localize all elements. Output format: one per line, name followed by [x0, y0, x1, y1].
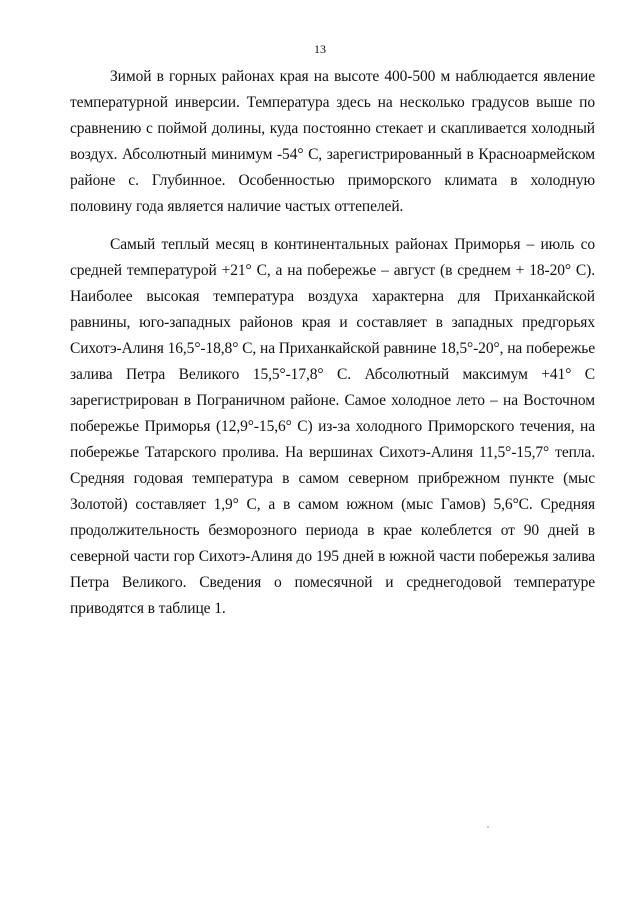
scan-speck	[487, 826, 489, 828]
page-number: 13	[314, 42, 326, 56]
text-line: зарегистрирован в Пограничном районе. Самое холодное лето – на Восточном	[70, 392, 595, 409]
text-line: приводятся в таблице 1.	[70, 600, 226, 617]
text-line: северной части гор Сихотэ-Алиня до 195 дней в южной части побережья залива	[70, 548, 595, 565]
text-line: Зимой в горных районах края на высоте 400-500 м наблюдается явление	[110, 68, 595, 85]
text-line: Самый теплый месяц в континентальных районах Приморья – июль со	[110, 236, 595, 253]
text-line: температурной инверсии. Температура здесь на несколько градусов выше по	[70, 94, 595, 111]
text-line: Золотой) составляет 1,9° С, а в самом южном (мыс Гамов) 5,6°С. Средняя	[70, 496, 595, 513]
text-line: продолжительность безморозного периода в крае колеблется от 90 дней в	[70, 522, 595, 539]
text-line: побережье Татарского пролива. На вершинах Сихотэ-Алиня 11,5°-15,7° тепла.	[70, 444, 595, 461]
text-line: воздух. Абсолютный минимум -54° С, зарегистрированный в Красноармейском	[70, 146, 595, 163]
text-line: средней температурой +21° С, а на побережье – август (в среднем + 18-20° С).	[70, 262, 595, 279]
text-line: Средняя годовая температура в самом северном прибрежном пункте (мыс	[70, 470, 595, 487]
text-line: районе с. Глубинное. Особенностью приморского климата в холодную	[70, 172, 595, 189]
text-line: Петра Великого. Сведения о помесячной и среднегодовой температуре	[70, 574, 595, 591]
paragraph-inversion	[70, 64, 595, 220]
text-line: равнины, юго-западных районов края и составляет в западных предгорьях	[70, 314, 595, 331]
text-line: сравнению с поймой долины, куда постоянно стекает и скапливается холодный	[70, 120, 595, 137]
text-line: Наиболее высокая температура воздуха характерна для Приханкайской	[70, 288, 595, 305]
paragraph-warm-month	[70, 232, 595, 622]
text-line: побережье Приморья (12,9°-15,6° С) из-за холодного Приморского течения, на	[70, 418, 595, 435]
text-line: залива Петра Великого 15,5°-17,8° С. Абсолютный максимум +41° С	[70, 366, 595, 383]
text-line: половину года является наличие частых оттепелей.	[70, 198, 404, 215]
paragraph-gap	[70, 220, 595, 232]
body-text	[70, 64, 595, 622]
text-line: Сихотэ-Алиня 16,5°-18,8° С, на Приханкайской равнине 18,5°-20°, на побережье	[70, 340, 595, 357]
